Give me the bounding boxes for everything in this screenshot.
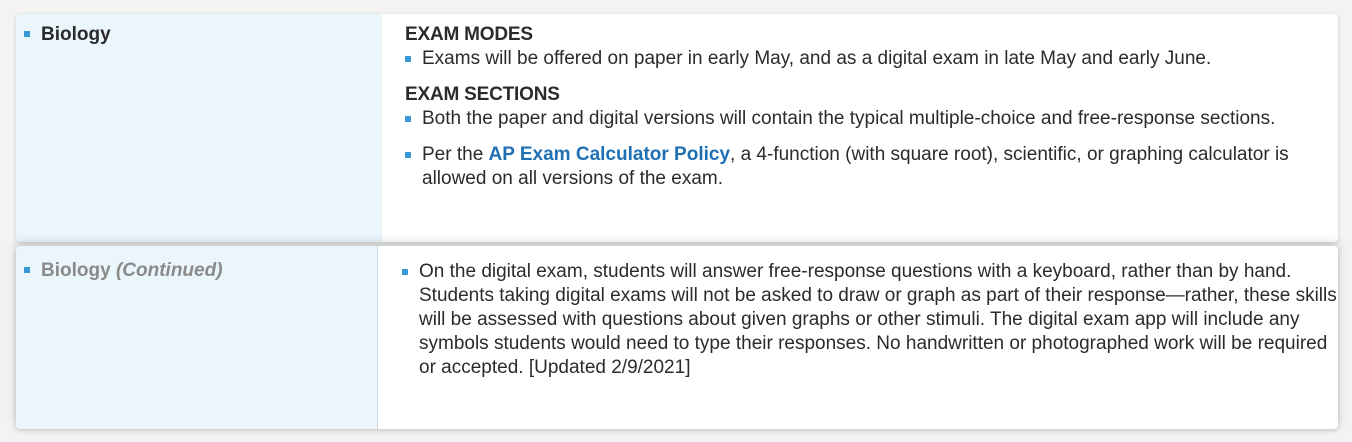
bullet-icon (405, 56, 411, 62)
exam-sections-text: Both the paper and digital versions will contain the typical multiple-choice and free-response sections. (422, 108, 1276, 129)
biology-row (16, 14, 1338, 242)
list-item (405, 47, 1338, 71)
subject-label (24, 24, 382, 46)
list-item (405, 143, 1338, 191)
list-item (402, 260, 1338, 380)
subject-label (24, 260, 377, 282)
calculator-policy-text (422, 143, 1338, 191)
bullet-icon (402, 269, 408, 275)
exam-sections-heading: EXAM SECTIONS (405, 84, 560, 105)
details-column (378, 246, 1338, 429)
list-item (405, 107, 1338, 131)
bullet-icon (24, 267, 30, 273)
calculator-policy-link[interactable]: AP Exam Calculator Policy (488, 144, 731, 165)
subject-text: Biology (41, 260, 111, 281)
subject-suffix: (Continued) (115, 260, 223, 281)
digital-exam-text: On the digital exam, students will answer free-response questions with a keyboard, rather than by hand. Students taking digital exams will not be asked to draw or graph as part of their response—rather, these skills will be assessed with questions about given graphs or other stimuli. The digital exam app will include any symbols students would need to type their responses. No handwritten or photographed work will be required or accepted. [Updated 2/9/2021] (419, 261, 1337, 378)
bullet-icon (24, 31, 30, 37)
bullet-icon (405, 116, 411, 122)
subject-text: Biology (41, 24, 111, 45)
calculator-suffix: , a 4-function (with square root), scientific, or graphing calculator is allowed on all versions of the exam. (422, 144, 1289, 189)
subject-column (16, 246, 378, 429)
bullet-icon (405, 152, 411, 158)
biology-continued-row (16, 246, 1338, 429)
exam-modes-text: Exams will be offered on paper in early May, and as a digital exam in late May and early June. (422, 48, 1212, 69)
subject-column (16, 14, 382, 242)
calculator-prefix: Per the (422, 144, 489, 165)
details-column (382, 14, 1338, 242)
exam-modes-heading: EXAM MODES (405, 24, 533, 45)
